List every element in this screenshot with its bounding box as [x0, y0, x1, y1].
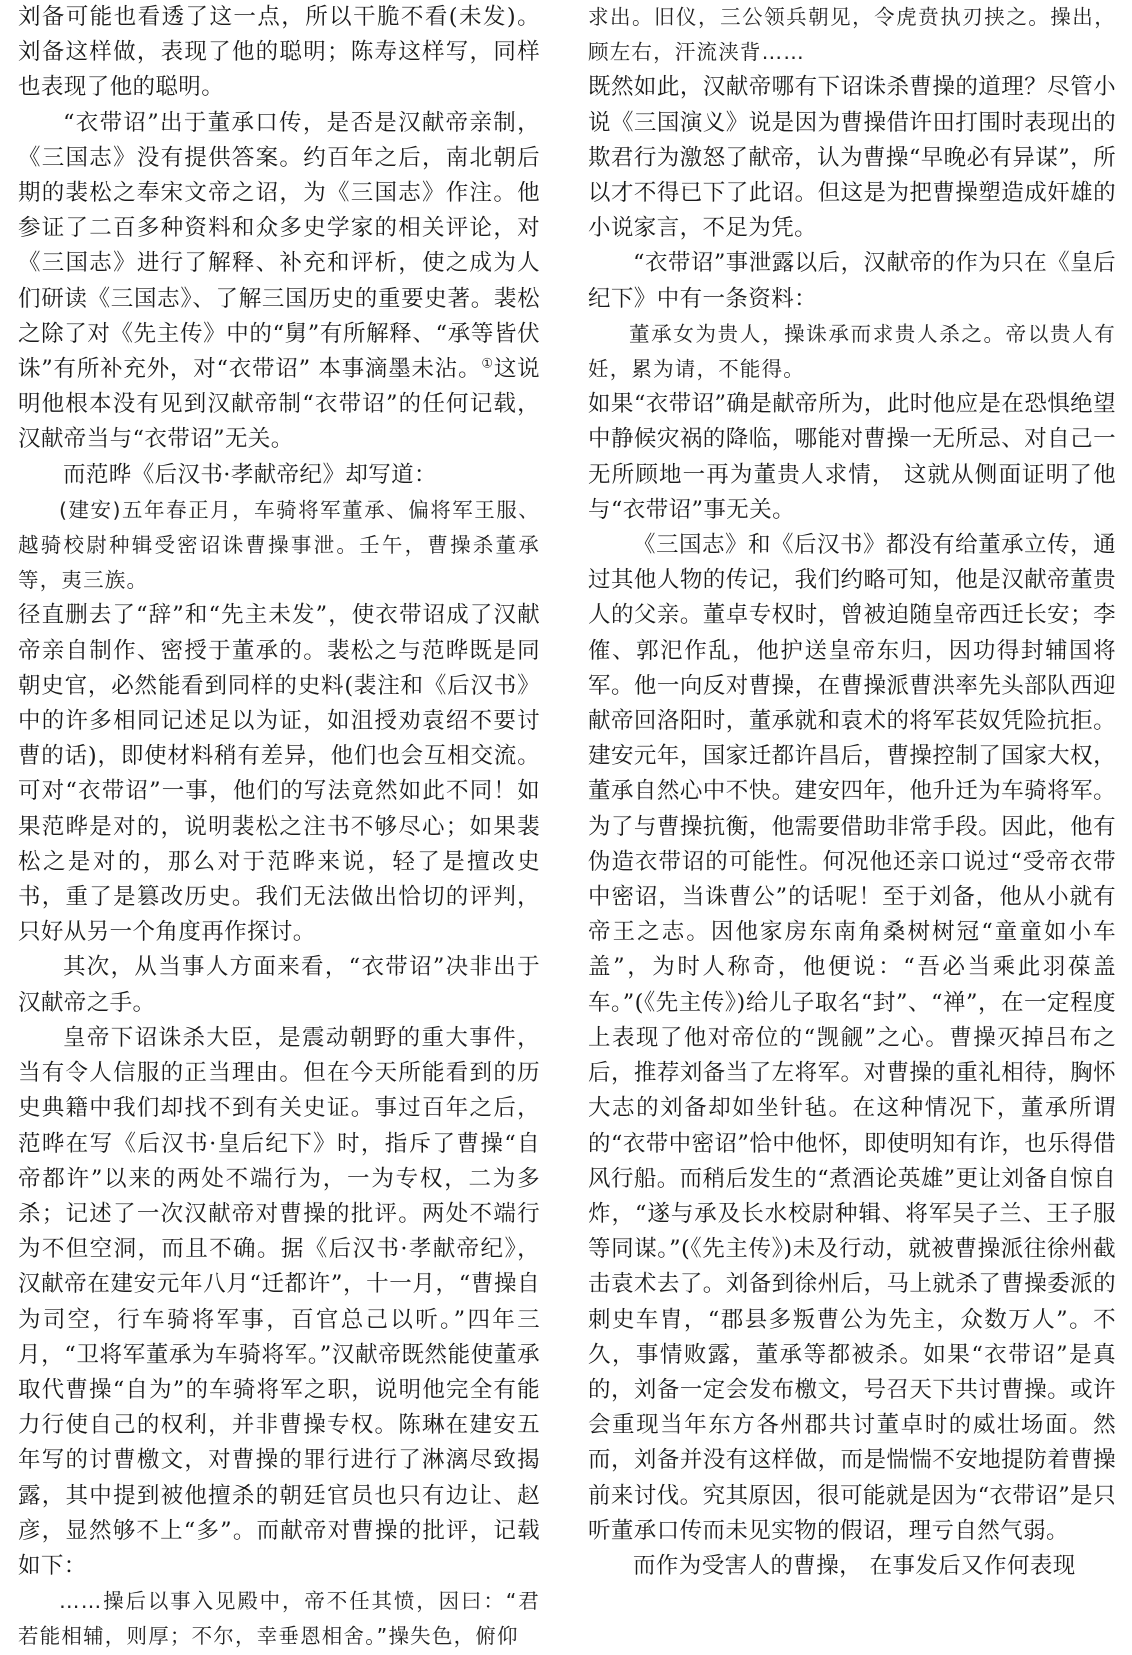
- paragraph: 而作为受害人的曹操， 在事发后又作何表现: [633, 1552, 1076, 1579]
- paragraph: 而范晔《后汉书·孝献帝纪》却写道：: [63, 461, 437, 488]
- paragraph: 既然如此，汉献帝哪有下诏诛杀曹操的道理？尽管小说《三国演义》说是因为曹操借许田打围时表现出的欺君行为激怒了献帝，认为曹操“早晚必有异谋”，所以才不得已下了此诏。但这是为把曹操塑造成奸雄的小说家言，不足为凭。: [588, 74, 1116, 242]
- paragraph: [18, 106, 540, 458]
- paragraph: “衣带诏”事泄露以后，汉献帝的作为只在《皇后纪下》中有一条资料：: [588, 250, 1116, 312]
- paragraph: 刘备可能也看透了这一点，所以干脆不看(未发)。刘备这样做，表现了他的聪明；陈寿这样写，同样也表现了他的聪明。: [18, 4, 540, 101]
- paragraph-text: 这说明他根本没有见到汉献帝制“衣带诏”的任何记载，汉献帝当与“衣带诏”无关。: [18, 356, 540, 453]
- paragraph: 皇帝下诏诛杀大臣，是震动朝野的重大事件，当有令人信服的正当理由。但在今天所能看到的历史典籍中我们却找不到有关史证。事过百年之后，范晔在写《后汉书·皇后纪下》时，指斥了曹操“自帝都许”以来的两处不端行为，一为专权，二为多杀；记述了一次汉献帝对曹操的批评。两处不端行为不但空洞，而且不确。据《后汉书·孝献帝纪》，汉献帝在建安元年八月“迁都许”，十一月，“曹操自为司空，行车骑将军事，百官总己以听。”四年三月，“卫将军董承为车骑将军。”汉献帝既然能使董承取代曹操“自为”的车骑将军之职，说明他完全有能力行使自己的权利，并非曹操专权。陈琳在建安五年写的讨曹檄文，对曹操的罪行进行了淋漓尽致揭露，其中提到被他擅杀的朝廷官员也只有边让、赵彦，显然够不上“多”。而献帝对曹操的批评，记载如下：: [18, 1024, 540, 1579]
- paragraph-text: “衣带诏”出于董承口传，是否是汉献帝亲制，《三国志》没有提供答案。约百年之后，南北朝后期的裴松之奉宋文帝之诏，为《三国志》作注。他参证了二百多种资料和众多史学家的相关评论，对《三国志》进行了解释、补充和评析，使之成为人们研读《三国志》、了解三国历史的重要史著。裴松之除了对《先主传》中的“舅”有所解释、“承等皆伏诛”有所补充外，对“衣带诏” 本事滴墨未沾。: [18, 109, 540, 383]
- paragraph: 其次，从当事人方面来看，“衣带诏”决非出于汉献帝之手。: [18, 954, 540, 1016]
- paragraph: 《三国志》和《后汉书》都没有给董承立传，通过其他人物的传记，我们约略可知，他是汉献帝董贵人的父亲。董卓专权时，曾被迫随皇帝西迁长安；李傕、郭汜作乱，他护送皇帝东归，因功得封辅国将军。他一向反对曹操，在曹操派曹洪率先头部队西迎献帝回洛阳时，董承就和袁术的将军苌奴凭险抗拒。建安元年，国家迁都许昌后，曹操控制了国家大权，董承自然心中不快。建安四年，他升迁为车骑将军。为了与曹操抗衡，他需要借助非常手段。因此，他有伪造衣带诏的可能性。何况他还亲口说过“受帝衣带中密诏，当诛曹公”的话呢！至于刘备，他从小就有帝王之志。因他家房东南角桑树树冠“童童如小车盖”，为时人称奇，他便说：“吾必当乘此羽葆盖车。”(《先主传》)给儿子取名“封”、“禅”，在一定程度上表现了他对帝位的“觊觎”之心。曹操灭掉吕布之后，推荐刘备当了左将军。对曹操的重礼相待，胸怀大志的刘备却如坐针毡。在这种情况下，董承所谓的“衣带中密诏”恰中他怀，即使明知有诈，也乐得借风行船。而稍后发生的“煮酒论英雄”更让刘备自惊自炸，“遂与承及长水校尉种辑、将军吴子兰、王子服等同谋。”(《先主传》)未及行动，就被曹操派往徐州截击袁术去了。刘备到徐州后，马上就杀了曹操委派的刺史车胄，“郡县多叛曹公为先主，众数万人”。不久，事情败露，董承等都被杀。如果“衣带诏”是真的，刘备一定会发布檄文，号召天下共讨曹操。或许会重现当年东方各州郡共讨董卓时的威壮场面。然而，刘备并没有这样做，而是惴惴不安地提防着曹操前来讨伐。究其原因，很可能就是因为“衣带诏”是只听董承口传而未见实物的假诏，理亏自然气弱。: [588, 532, 1116, 1544]
- paragraph: 如果“衣带诏”确是献帝所为，此时他应是在恐惧绝望中静候灾祸的降临，哪能对曹操一无所忌、对自己一无所顾地一再为董贵人求情， 这就从侧面证明了他与“衣带诏”事无关。: [588, 391, 1116, 523]
- footnote-marker: ①: [481, 356, 494, 372]
- block-quote: 董承女为贵人，操诛承而求贵人杀之。帝以贵人有妊，累为请，不能得。: [588, 321, 1116, 382]
- paragraph: 径直删去了“辞”和“先主未发”，使衣带诏成了汉献帝亲自制作、密授于董承的。裴松之与范晔既是同朝史官，必然能看到同样的史料(裴注和《后汉书》中的许多相同记述足以为证，如沮授劝袁绍不要讨曹的话)，即使材料稍有差异，他们也会互相交流。可对“衣带诏”一事，他们的写法竟然如此不同！如果范晔是对的，说明裴松之注书不够尽心；如果裴松之是对的，那么对于范晔来说，轻了是擅改史书，重了是篡改历史。我们无法做出恰切的评判，只好从另一个角度再作探讨。: [18, 602, 540, 946]
- right-column: [588, 0, 1116, 1584]
- block-quote: (建安)五年春正月，车骑将军董承、偏将军王服、越骑校尉种辑受密诏诛曹操事泄。壬午，曹操杀董承等，夷三族。: [18, 497, 540, 593]
- block-quote: ……操后以事入见殿中，帝不任其愤，因曰：“君若能相辅，则厚；不尔，幸垂恩相舍。”操失色，俯仰: [18, 1589, 540, 1649]
- left-column: [18, 0, 540, 1655]
- block-quote-continued: 求出。旧仪，三公领兵朝见，令虎贲执刃挟之。操出，顾左右，汗流浃背……: [588, 5, 1116, 65]
